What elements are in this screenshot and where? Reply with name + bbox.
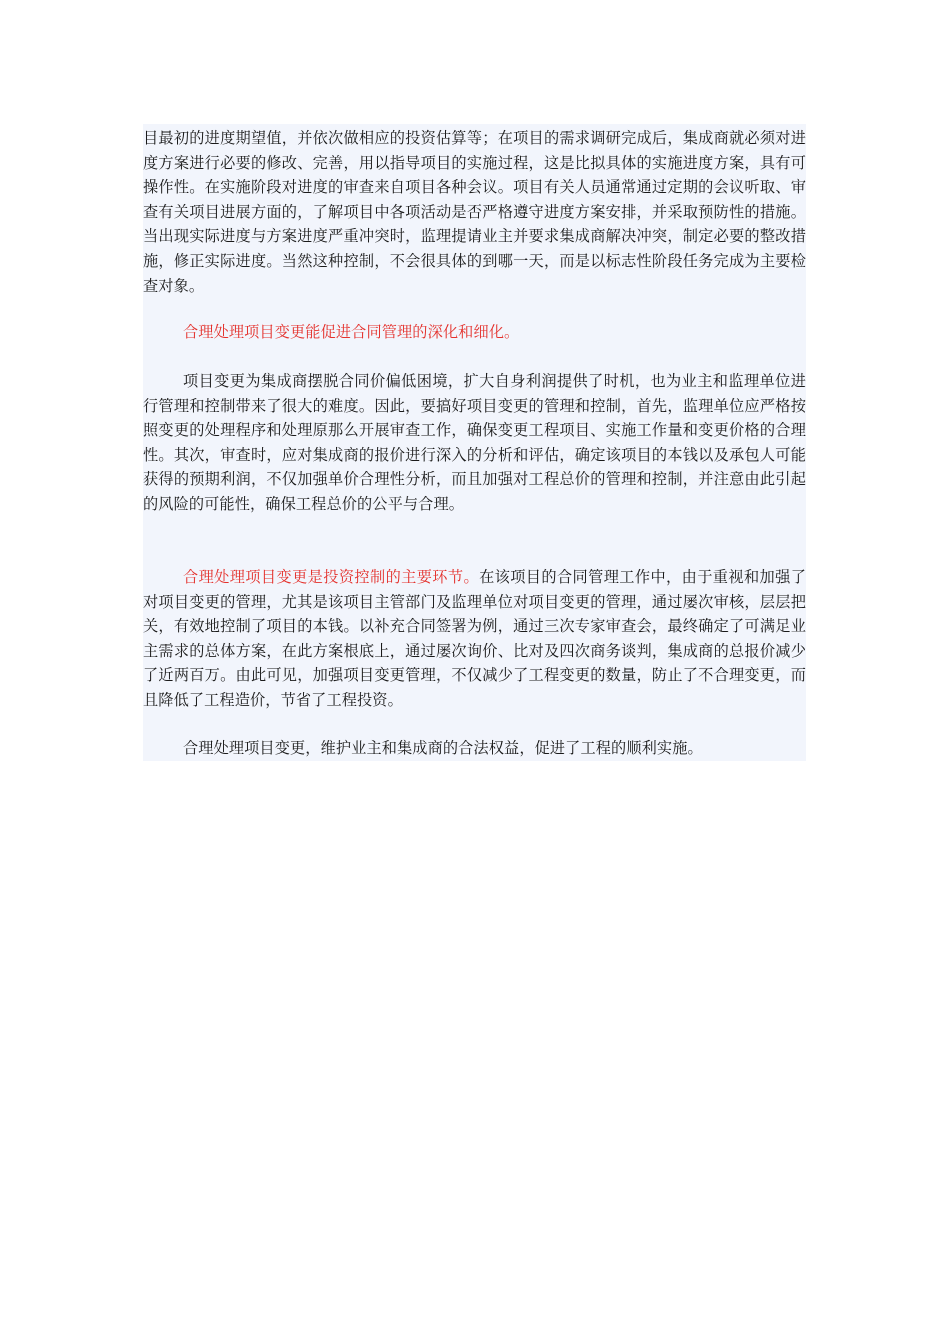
paragraph-investment-control [143,565,806,713]
paragraph-change-management: 项目变更为集成商摆脱合同价偏低困境，扩大自身利润提供了时机，也为业主和监理单位进行管理和控制带来了很大的难度。因此，要搞好项目变更的管理和控制，首先，监理单位应严格按照变更的处理程序和处理原那么开展审查工作，确保变更工程项目、实施工作量和变更价格的合理性。其次，审查时，应对集成商的报价进行深入的分析和评估，确定该项目的本钱以及承包人可能获得的预期利润，不仅加强单价合理性分析，而且加强对工程总价的管理和控制，并注意由此引起的风险的可能性，确保工程总价的公平与合理。 [143,372,806,513]
heading-change-contract-management: 合理处理项目变更能促进合同管理的深化和细化。 [183,323,520,341]
document-text-block [143,124,806,761]
paragraph-schedule-control: 目最初的进度期望值，并依次做相应的投资估算等；在项目的需求调研完成后，集成商就必须对进度方案进行必要的修改、完善，用以指导项目的实施过程，这是比拟具体的实施进度方案，具有可操作性。在实施阶段对进度的审查来自项目各种会议。项目有关人员通常通过定期的会议听取、审查有关项目进展方面的，了解项目中各项活动是否严格遵守进度方案安排，并采取预防性的措施。当出现实际进度与方案进度严重冲突时，监理提请业主并要求集成商解决冲突，制定必要的整改措施，修正实际进度。当然这种控制，不会很具体的到哪一天，而是以标志性阶段任务完成为主要检查对象。 [143,129,806,295]
highlight-investment-control: 合理处理项目变更是投资控制的主要环节。 [183,568,480,586]
paragraph-investment-control-body: 在该项目的合同管理工作中，由于重视和加强了对项目变更的管理，尤其是该项目主管部门及监理单位对项目变更的管理，通过屡次审核，层层把关，有效地控制了项目的本钱。以补充合同签署为例，通过三次专家审查会，最终确定了可满足业主需求的总体方案，在此方案根底上，通过屡次询价、比对及四次商务谈判，集成商的总报价减少了近两百万。由此可见，加强项目变更管理，不仅减少了工程变更的数量，防止了不合理变更，而且降低了工程造价，节省了工程投资。 [143,568,806,709]
paragraph-conclusion: 合理处理项目变更，维护业主和集成商的合法权益，促进了工程的顺利实施。 [183,739,703,757]
